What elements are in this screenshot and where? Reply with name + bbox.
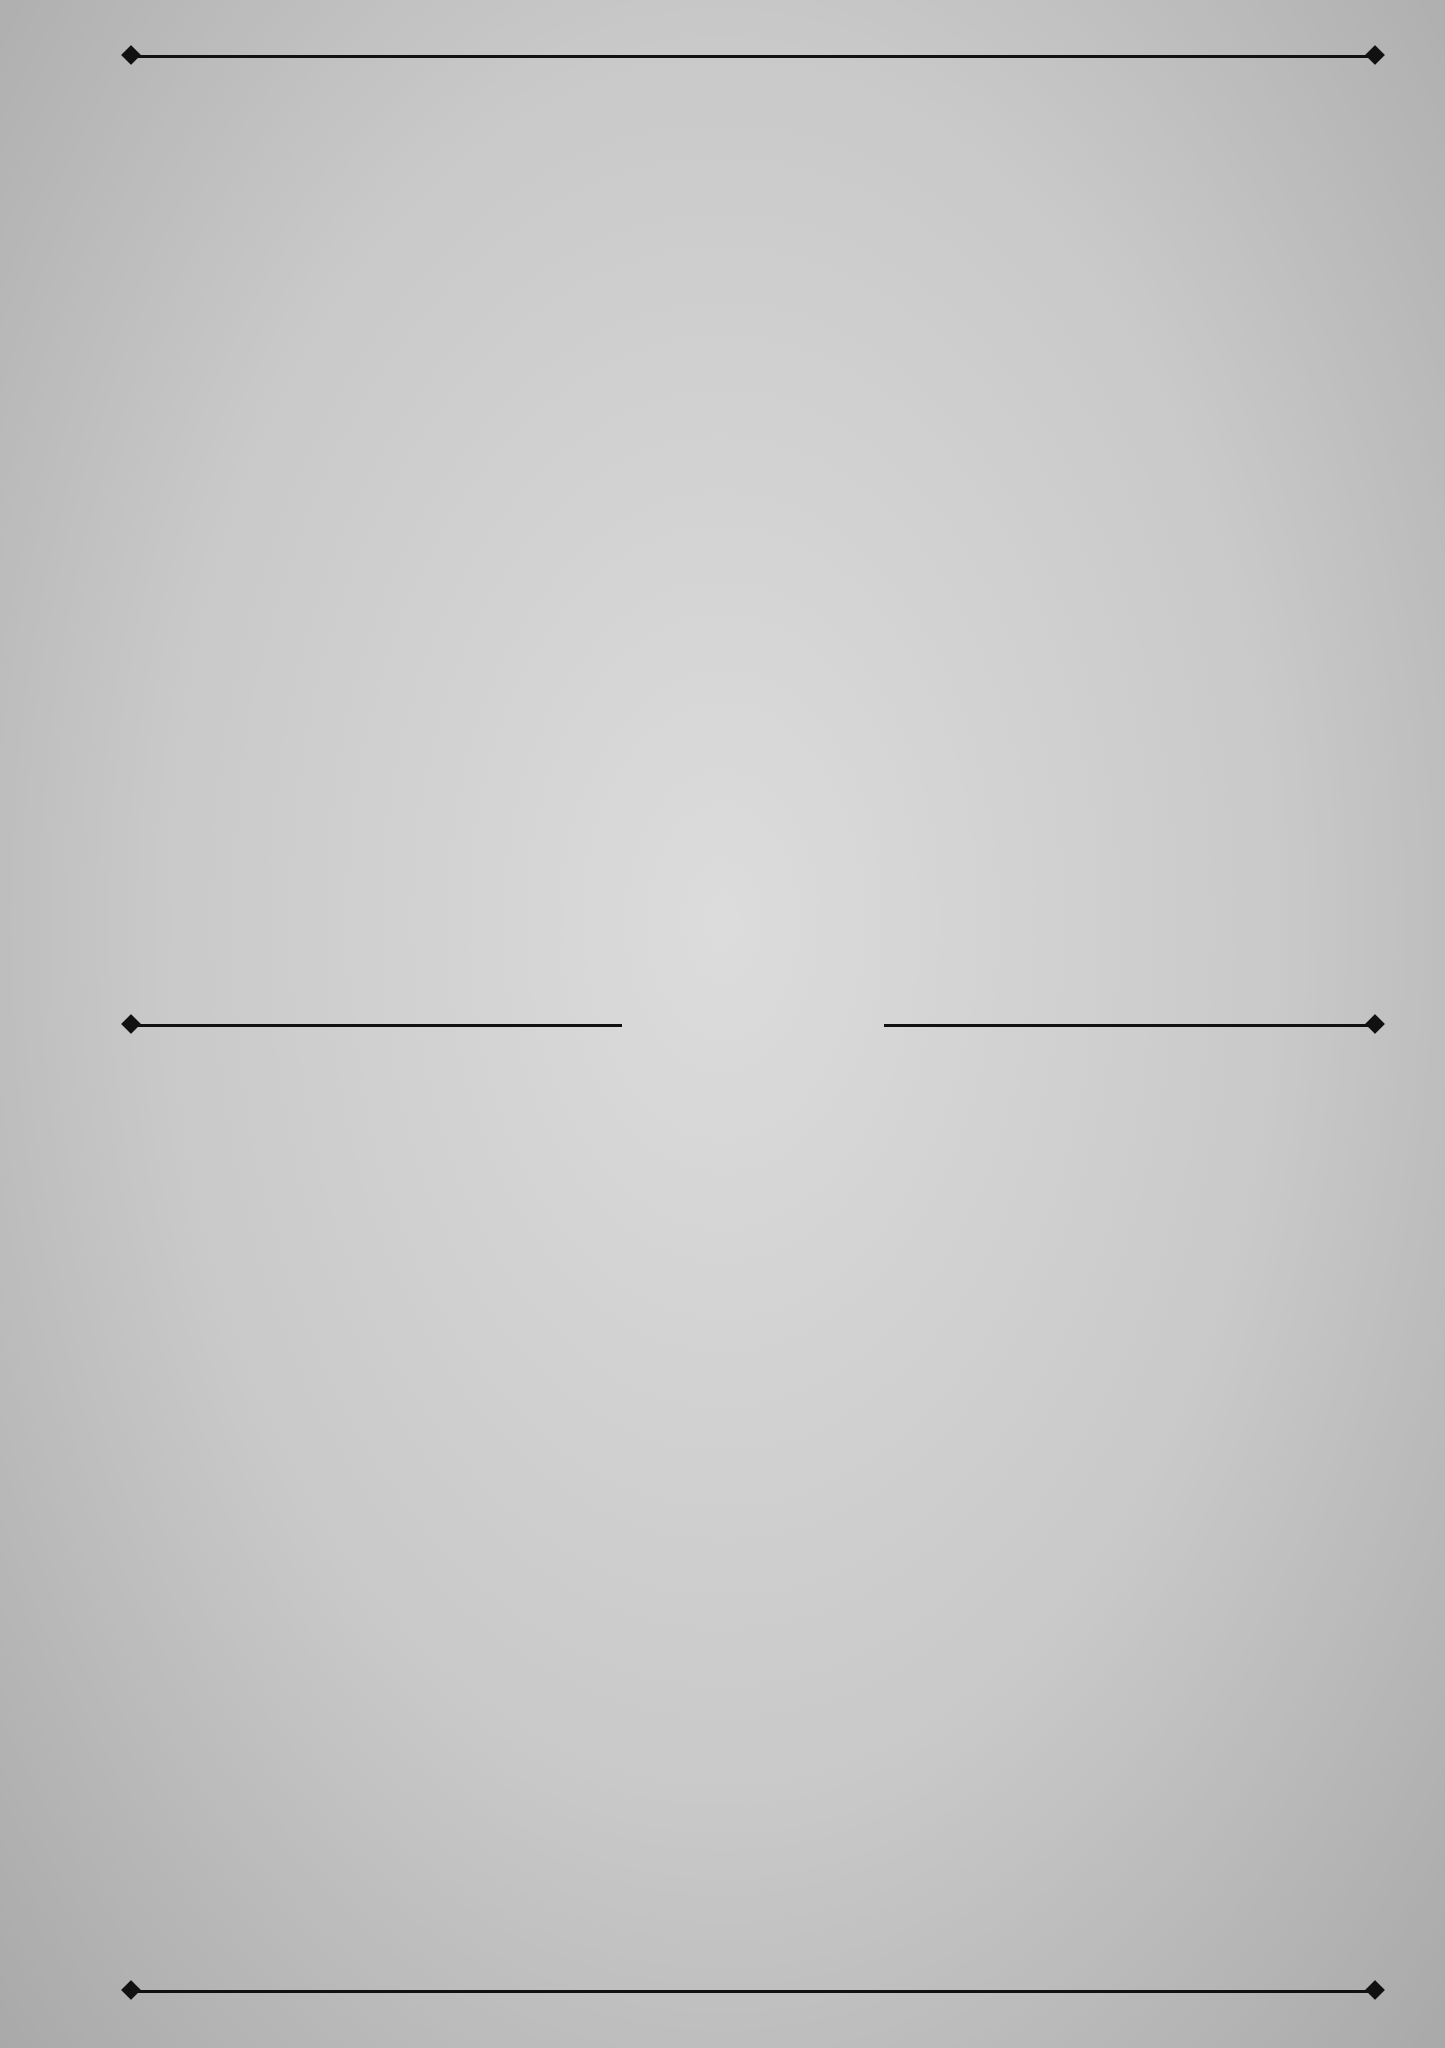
bottom-text-panel bbox=[200, 1070, 1330, 1990]
top-text-panel bbox=[200, 82, 1330, 992]
top-rule bbox=[132, 55, 1374, 58]
middle-rule bbox=[132, 1024, 1374, 1027]
bottom-rule bbox=[132, 1990, 1374, 1993]
